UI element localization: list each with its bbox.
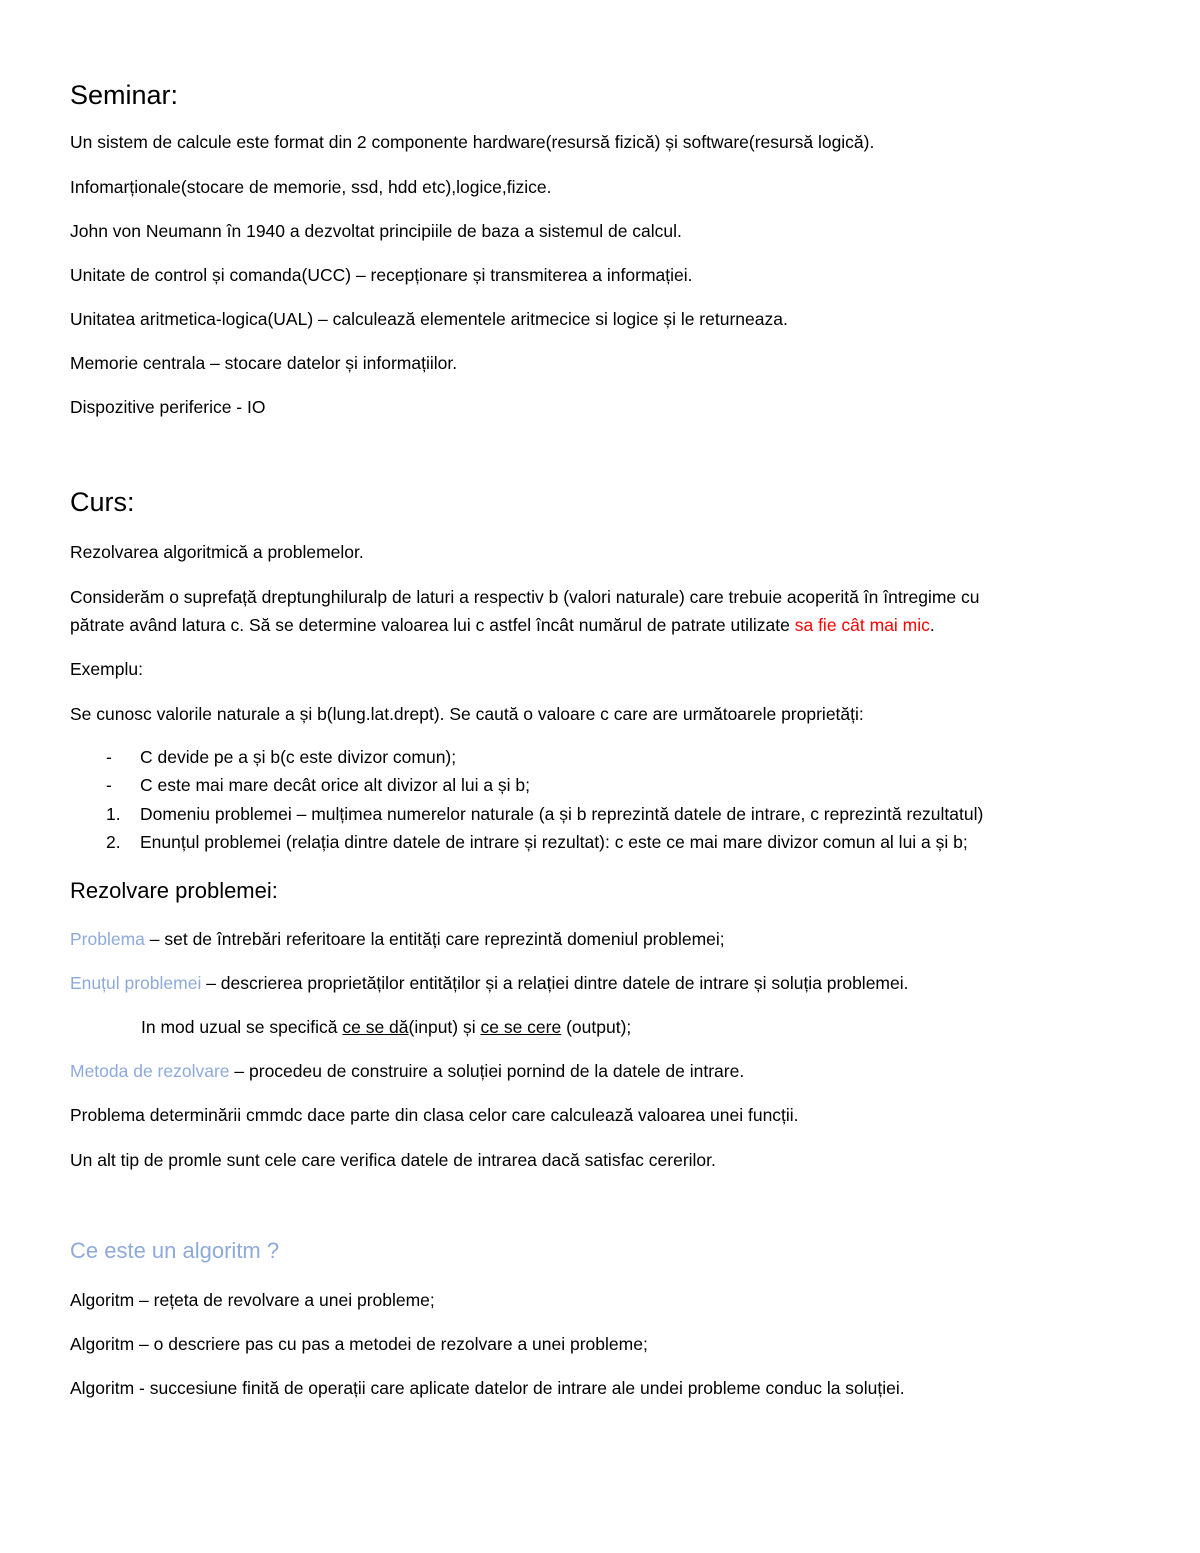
list-item (70, 746, 456, 768)
list-item (70, 803, 983, 825)
definition: – descrierea proprietăților entităților și a relației dintre datele de intrare și soluția problemei. (201, 973, 909, 993)
definition: – procedeu de construire a soluției pornind de la datele de intrare. (229, 1061, 745, 1081)
problema-definition (70, 928, 725, 950)
list-marker: - (106, 747, 112, 767)
list-item-text: Enunțul problemei (relația dintre datele de intrare și rezultat): c este ce mai mare divizor comun al lui a și b; (140, 832, 968, 852)
curs-intro: Rezolvarea algoritmică a problemelor. (70, 542, 364, 562)
known-values: Se cunosc valorile naturale a și b(lung.lat.drept). Se caută o valoare c care are următoarele proprietăți: (70, 704, 864, 724)
term: Enuțul problemei (70, 973, 202, 993)
rezolvare-heading: Rezolvare problemei: (70, 878, 278, 903)
curs-paragraph-line-2 (70, 614, 935, 636)
cmmdc-line: Problema determinării cmmdc dace parte din clasa celor care calculează valoarea unei funcții. (70, 1105, 799, 1125)
metoda-definition (70, 1060, 744, 1082)
seminar-heading: Seminar: (70, 80, 179, 110)
algoritm-definition: Algoritm – o descriere pas cu pas a metodei de rezolvare a unei probleme; (70, 1334, 648, 1354)
paragraph-end: . (929, 615, 935, 635)
definition: – set de întrebări referitoare la entități care reprezintă domeniul problemei; (144, 929, 725, 949)
algoritm-definition: Algoritm – rețeta de revolvare a unei probleme; (70, 1290, 435, 1310)
algoritm-definition: Algoritm - succesiune finită de operații care aplicate datelor de intrare ale undei probleme conduc la soluției. (70, 1378, 905, 1398)
enunt-definition (70, 972, 909, 994)
list-marker: 1. (106, 804, 121, 824)
list-item-text: C este mai mare decât orice alt divizor al lui a și b; (140, 775, 531, 795)
emphasis-text: sa fie cât mai mic (794, 615, 930, 635)
mode-line (141, 1016, 631, 1038)
paragraph-text: pătrate având latura c. Să se determine valoarea lui c astfel încât numărul de patrate utilizate (70, 615, 795, 635)
input-term: ce se dă (342, 1017, 409, 1037)
seminar-line: Unitate de control și comanda(UCC) – recepționare și transmiterea a informației. (70, 265, 693, 285)
seminar-line: Infomarționale(stocare de memorie, ssd, hdd etc),logice,fizice. (70, 177, 552, 197)
algoritm-heading: Ce este un algoritm ? (70, 1238, 280, 1263)
term: Metoda de rezolvare (70, 1061, 230, 1081)
seminar-line: Un sistem de calcule este format din 2 componente hardware(resursă fizică) și software(resursă logică). (70, 132, 875, 152)
mode-text: (output); (561, 1017, 632, 1037)
seminar-line: Memorie centrala – stocare datelor și informațiilor. (70, 353, 458, 373)
list-item (70, 774, 530, 796)
list-item-text: Domeniu problemei – mulțimea numerelor naturale (a și b reprezintă datele de intrare, c reprezintă rezultatul) (140, 804, 984, 824)
seminar-line: Unitatea aritmetica-logica(UAL) – calculează elementele aritmecice si logice și le returneaza. (70, 309, 788, 329)
curs-paragraph-line-1: Considerăm o suprefață dreptunghiluralp de laturi a respectiv b (valori naturale) care trebuie acoperită în întregime cu (70, 587, 980, 607)
list-marker: - (106, 775, 112, 795)
example-label: Exemplu: (70, 659, 143, 679)
curs-heading: Curs: (70, 487, 135, 517)
output-term: ce se cere (480, 1017, 562, 1037)
list-item (70, 831, 968, 853)
term: Problema (70, 929, 145, 949)
mode-text: In mod uzual se specifică (141, 1017, 343, 1037)
list-item-text: C devide pe a și b(c este divizor comun); (140, 747, 457, 767)
seminar-line: Dispozitive periferice - IO (70, 397, 266, 417)
list-marker: 2. (106, 832, 121, 852)
seminar-line: John von Neumann în 1940 a dezvoltat principiile de baza a sistemul de calcul. (70, 221, 682, 241)
mode-text: (input) și (408, 1017, 481, 1037)
alt-tip-line: Un alt tip de promle sunt cele care verifica datele de intrarea dacă satisfac cererilor. (70, 1150, 716, 1170)
